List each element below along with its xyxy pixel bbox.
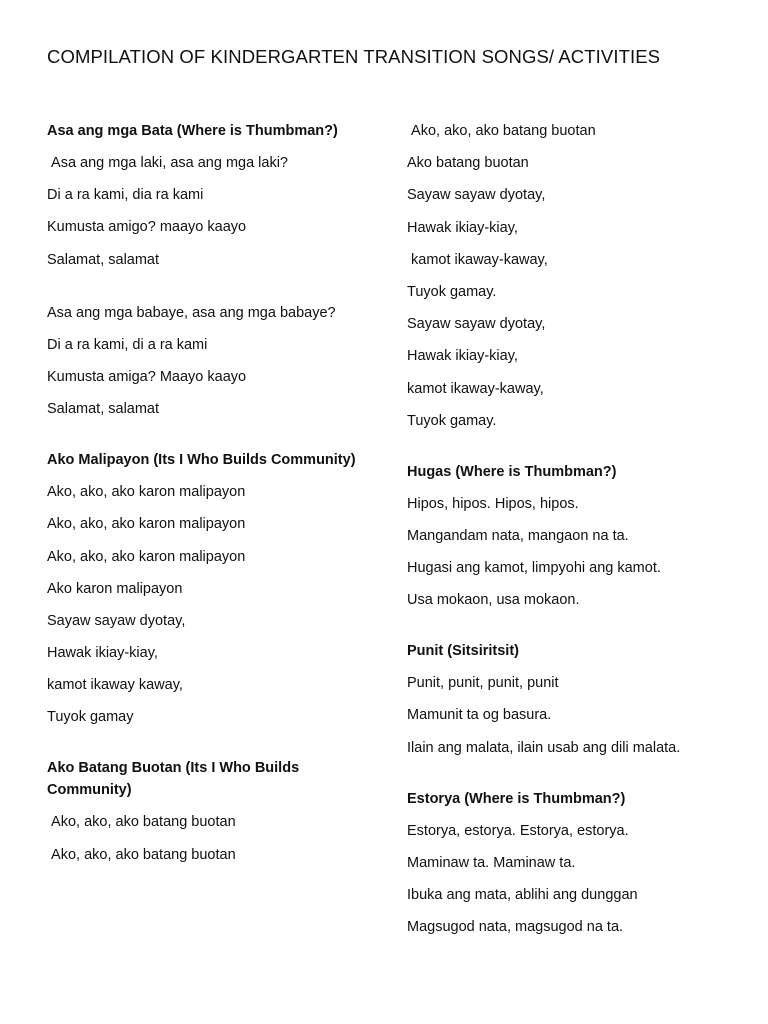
song-section	[407, 788, 752, 939]
lyric-line: Salamat, salamat	[47, 251, 160, 268]
lyric-line: kamot ikaway-kaway,	[407, 380, 544, 397]
lyric-line: Ako, ako, ako karon malipayon	[47, 548, 246, 565]
song-heading: Estorya (Where is Thumbman?)	[407, 790, 626, 807]
lyric-line: Kumusta amigo? maayo kaayo	[47, 219, 247, 236]
lyric-line: Ako, ako, ako batang buotan	[407, 123, 596, 139]
lyric-line: Salamat, salamat	[47, 401, 160, 418]
lyric-line: Ibuka ang mata, ablihi ang dunggan	[407, 887, 638, 903]
lyric-line: Magsugod nata, magsugod na ta.	[407, 919, 624, 936]
page-title: COMPILATION OF KINDERGARTEN TRANSITION SONGS/ ACTIVITIES	[47, 46, 661, 67]
lyric-line: Ako karon malipayon	[47, 580, 183, 597]
lyric-line: Ako, ako, ako karon malipayon	[47, 484, 246, 501]
lyric-line: Mangandam nata, mangaon na ta.	[407, 527, 629, 544]
song-section	[407, 461, 752, 612]
song-stanza	[47, 152, 367, 271]
lyric-line: Punit, punit, punit, punit	[407, 675, 559, 692]
lyric-line: Hawak ikiay-kiay,	[47, 645, 158, 662]
song-section	[47, 449, 367, 728]
lyric-line: kamot ikaway kaway,	[47, 677, 183, 694]
lyric-line: kamot ikaway-kaway,	[407, 251, 548, 268]
song-section	[47, 757, 367, 865]
lyric-line: Mamunit ta og basura.	[407, 707, 552, 724]
song-heading: Asa ang mga Bata (Where is Thumbman?)	[47, 123, 338, 139]
lyric-line: Ilain ang malata, ilain usab ang dili malata.	[407, 739, 681, 756]
lyric-line: Tuyok gamay.	[407, 283, 497, 300]
song-heading: Ako Malipayon (Its I Who Builds Community)	[47, 452, 356, 469]
lyric-line: Estorya, estorya. Estorya, estorya.	[407, 822, 629, 839]
lyric-line: Tuyok gamay	[47, 709, 134, 726]
song-stanza	[407, 672, 752, 758]
lyric-line: Di a ra kami, dia ra kami	[47, 187, 204, 204]
song-heading: Hugas (Where is Thumbman?)	[407, 463, 617, 480]
song-stanza	[47, 302, 367, 421]
lyric-line: Sayaw sayaw dyotay,	[47, 612, 186, 629]
lyric-line: Ako, ako, ako karon malipayon	[47, 516, 246, 533]
lyric-line: Asa ang mga babaye, asa ang mga babaye?	[47, 304, 336, 321]
song-stanza	[47, 811, 367, 865]
left-column	[47, 120, 367, 866]
lyric-line: Sayaw sayaw dyotay,	[407, 316, 546, 333]
lyric-line: Hawak ikiay-kiay,	[407, 219, 518, 236]
lyric-line: Usa mokaon, usa mokaon.	[407, 592, 580, 609]
lyric-line: Hawak ikiay-kiay,	[407, 348, 518, 365]
lyric-line: Tuyok gamay.	[407, 412, 497, 429]
song-heading: Ako Batang Buotan (Its I Who Builds Community)	[47, 760, 300, 799]
lyric-line: Ako, ako, ako batang buotan	[47, 814, 236, 831]
song-section	[407, 120, 752, 432]
song-stanza	[47, 481, 367, 728]
lyric-line: Sayaw sayaw dyotay,	[407, 187, 546, 204]
lyric-line: Di a ra kami, di a ra kami	[47, 336, 208, 353]
song-section	[47, 120, 367, 420]
song-section	[407, 640, 752, 758]
lyric-line: Ako, ako, ako batang buotan	[47, 846, 236, 863]
lyric-line: Hugasi ang kamot, limpyohi ang kamot.	[407, 560, 661, 577]
song-heading: Punit (Sitsiritsit)	[407, 643, 519, 660]
lyric-line: Ako batang buotan	[407, 155, 529, 172]
song-stanza	[407, 493, 752, 612]
song-stanza	[407, 820, 752, 939]
lyric-line: Asa ang mga laki, asa ang mga laki?	[47, 155, 289, 171]
song-stanza	[407, 120, 752, 432]
right-column	[407, 120, 752, 938]
lyric-line: Maminaw ta. Maminaw ta.	[407, 854, 576, 871]
lyric-line: Kumusta amiga? Maayo kaayo	[47, 368, 247, 385]
lyric-line: Hipos, hipos. Hipos, hipos.	[407, 495, 579, 512]
